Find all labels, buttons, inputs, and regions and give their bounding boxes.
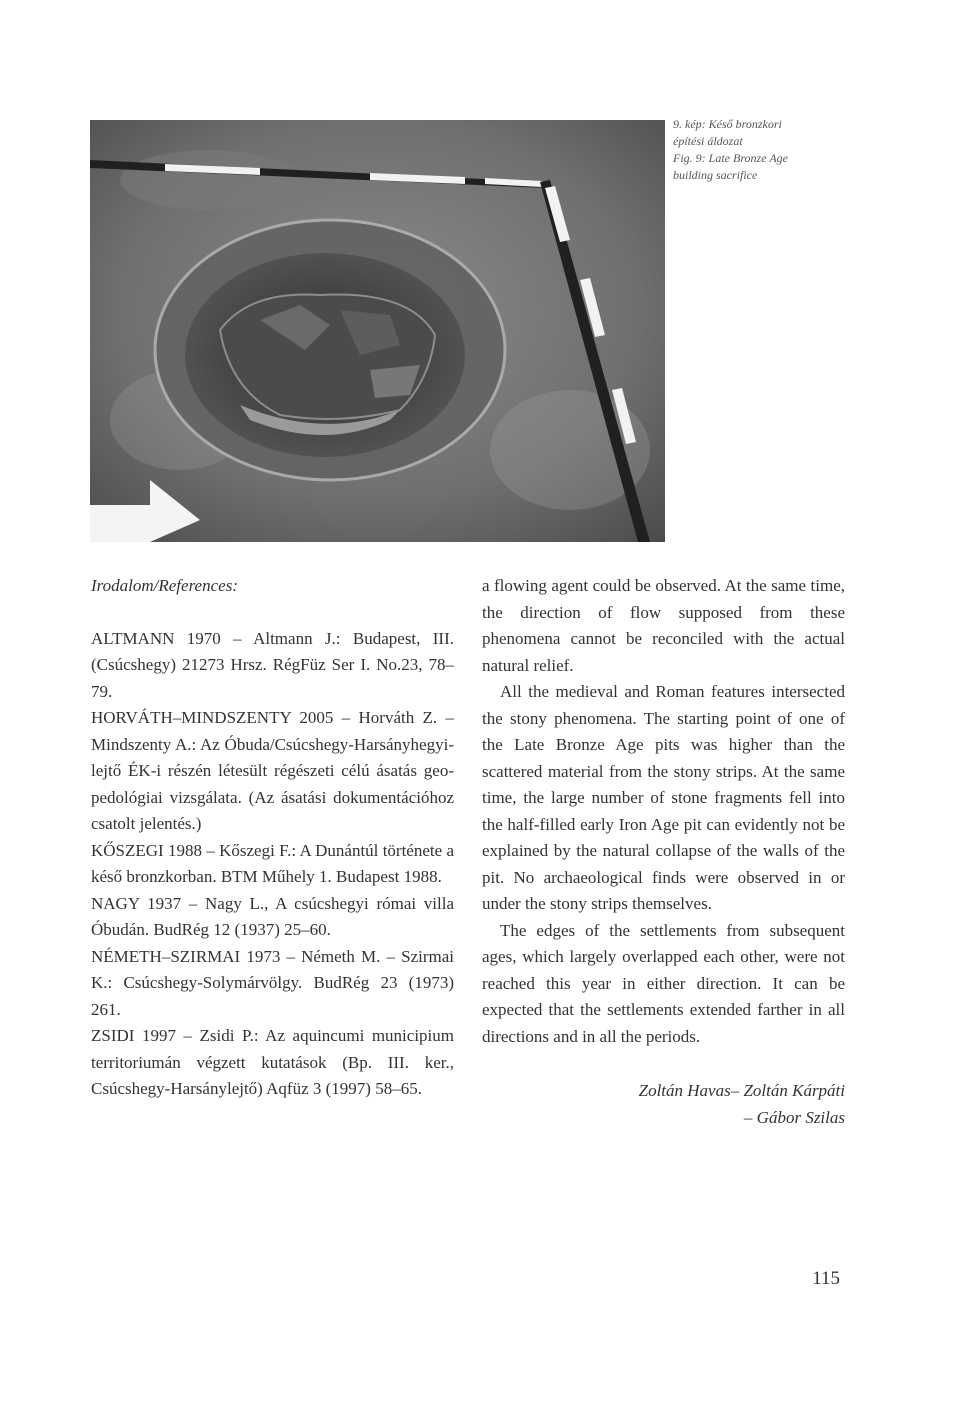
- body-paragraph: a flowing agent could be observed. At the same time, the direction of flow supposed from these phenomena cannot be reconciled with the actual natural relief.: [482, 576, 845, 675]
- page-number: 115: [812, 1268, 840, 1289]
- figure-caption: [673, 116, 843, 184]
- reference-item: NÉMETH–SZIRMAI 1973 – Németh M. – Szirmai K.: Csúcshegy-Solymárvölgy. BudRég 23 (1973) 261.: [91, 946, 454, 1019]
- author-line2: – Gábor Szilas: [743, 1107, 845, 1127]
- body-paragraph: All the medieval and Roman features intersected the stony phenomena. The starting point of one of the Late Bronze Age pits was higher than the scattered material from the stony strips. At the same time, the large number of stone fragments fell into the half-filled early Iron Age pit can evidently not be explained by the natural collapse of the walls of the pit. No archaeological finds were observed in or under the stony strips themselves.: [482, 682, 845, 913]
- references-heading: Irodalom/References:: [91, 576, 238, 595]
- reference-item: ALTMANN 1970 – Altmann J.: Budapest, III. (Csúcshegy) 21273 Hrsz. RégFüz Ser I. No.23, 78–79.: [91, 628, 454, 701]
- reference-item: HORVÁTH–MINDSZENTY 2005 – Horváth Z. – Mindszenty A.: Az Óbuda/Csúcshegy-Harsányhegyi-lejtő ÉK-i részén létesült régészeti célú ásatás geo-pedológiai vizsgálata. (Az ásatási dokumentációhoz csatolt jelentés.): [91, 708, 454, 833]
- reference-item: KŐSZEGI 1988 – Kőszegi F.: A Dunántúl története a késő bronzkorban. BTM Műhely 1. Budapest 1988.: [91, 840, 454, 886]
- caption-en-line2: building sacrifice: [673, 168, 758, 182]
- reference-item: ZSIDI 1997 – Zsidi P.: Az aquincumi municipium territoriumán végzett kutatások (Bp. III. ker., Csúcshegy-Harsánylejtő) Aqfüz 3 (1997) 58–65.: [91, 1026, 454, 1098]
- caption-en-line1: Fig. 9: Late Bronze Age: [673, 151, 788, 165]
- caption-hu-line1: 9. kép: Késő bronzkori: [673, 117, 782, 131]
- excavation-photo: [90, 120, 665, 542]
- reference-item: NAGY 1937 – Nagy L., A csúcshegyi római villa Óbudán. BudRég 12 (1937) 25–60.: [91, 893, 454, 939]
- author-line1: Zoltán Havas– Zoltán Kárpáti: [638, 1081, 845, 1100]
- references-column: [91, 573, 454, 1103]
- caption-hu-line2: építési áldozat: [673, 134, 743, 148]
- body-column: [482, 573, 845, 1131]
- body-paragraph: The edges of the settlements from subsequent ages, which largely overlapped each other, were not reached this year in either direction. It can be expected that the settlements extended farther in all directions and in all the periods.: [482, 920, 845, 1046]
- author-signature: [482, 1078, 845, 1131]
